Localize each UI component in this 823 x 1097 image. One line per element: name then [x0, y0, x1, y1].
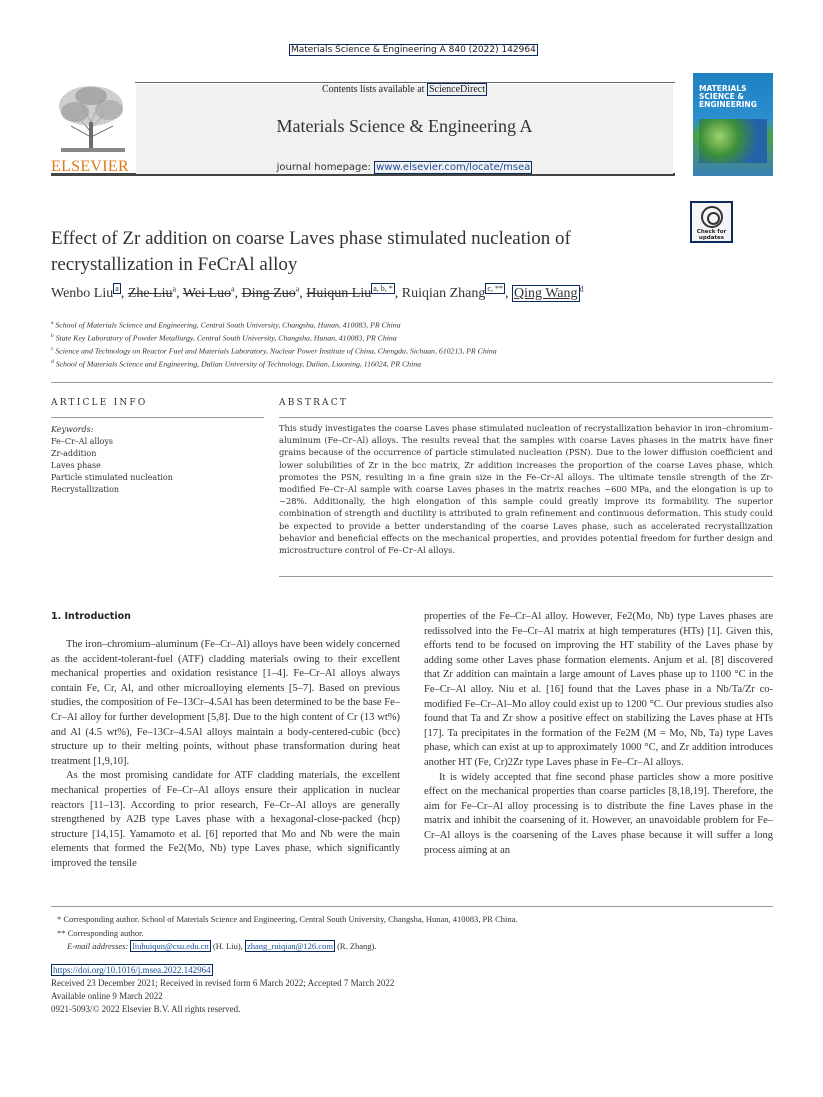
body-column-left — [51, 638, 400, 872]
keyword-item: Recrystallization — [51, 485, 120, 494]
publication-info — [51, 964, 773, 1016]
affiliation-text: School of Materials Science and Engineering, Dalian University of Technology, Dalian, Liaoning, 116024, PR China — [55, 359, 422, 369]
affiliations — [51, 318, 771, 370]
abstract-text: This study investigates the coarse Laves phase stimulated nucleation of recrystallization behavior in iron–chromium–aluminum (Fe–Cr–Al) alloys. The results reveal that the samples with coarse Laves phases in the matrix have finer grains because of the occurrence of particle stimulated nucleation (PSN). Due to the lower diffusion coefficient and lower solubilities of Zr in the bcc matrix, Zr addition increases the proportion of the coarse Laves phase, which promotes the PSN, resulting in a fine grain size in the Fe–Cr–Al alloys. The ultimate tensile strength of the Zr-modified Fe–Cr–Al sample with coarse Laves phases in the matrix reaches ~600 MPa, and the elongation is up to ~28%. Additionally, the high elongation of this sample could greatly improve its formability. The superior combination of strength and ductility is attributed to grain refinement and continuous deformation. This study could be expected to provide a better understanding of the coarse Laves phase, such as accelerated recrystallization behavior and beneficial effects on the mechanical properties, and provides potential freedom for further design and microstructure control of Fe–Cr–Al alloys. — [279, 423, 773, 556]
doi-link[interactable]: https://doi.org/10.1016/j.msea.2022.142964 — [53, 965, 211, 975]
paragraph: As the most promising candidate for ATF cladding materials, the excellent mechanical properties of Fe–Cr–Al alloys ensure their application in nuclear reactors [11–13]. According to prior research, Fe–Cr–Al alloys are generally strengthened by A2B type Laves phase with a hexagonal-close-packed (hcp) structure [14,15]. Yamamoto et al. [6] reported that Mo and Nb were the main elements that formed the Fe2(Mo, Nb) type Laves phase, which significantly improved the tensile — [51, 770, 400, 869]
cover-micrograph — [699, 119, 767, 163]
homepage-prefix: journal homepage: — [276, 162, 371, 173]
author-affiliation-link[interactable]: a — [231, 284, 235, 294]
check-for-updates-button[interactable] — [690, 201, 733, 243]
keyword-item: Fe–Cr–Al alloys — [51, 437, 113, 446]
email-owner: (H. Liu), — [212, 941, 243, 951]
author-name[interactable]: Huiqun Liu — [306, 286, 372, 301]
keywords-block — [51, 424, 264, 496]
email-label: E-mail addresses: — [67, 941, 129, 951]
divider — [279, 576, 773, 577]
author-name[interactable]: Ding Zuo — [241, 286, 296, 301]
journal-reference-link[interactable]: Materials Science & Engineering A 840 (2022) 142964 — [291, 45, 536, 55]
affiliation-marker: c — [51, 346, 54, 353]
copyright: 0921-5093/© 2022 Elsevier B.V. All rights reserved. — [51, 1004, 241, 1014]
affiliation-item — [51, 318, 771, 331]
author-name[interactable]: Wei Luo — [182, 286, 232, 301]
homepage-line — [136, 162, 673, 173]
check-updates-label: Check for updates — [696, 229, 727, 241]
received-dates: Received 23 December 2021; Received in revised form 6 March 2022; Accepted 7 March 2022 — [51, 978, 395, 988]
author-affiliation-link[interactable]: a — [295, 284, 300, 294]
article-info-heading: ARTICLE INFO — [51, 398, 148, 408]
email-line — [51, 940, 773, 954]
email-link[interactable]: zhang_ruiqian@126.com — [246, 941, 333, 951]
author-affiliation-link[interactable]: a — [172, 284, 177, 294]
abstract-heading: ABSTRACT — [279, 398, 349, 408]
journal-homepage-link[interactable]: www.elsevier.com/locate/msea — [376, 162, 531, 173]
keyword-item: Zr-addition — [51, 449, 97, 458]
divider — [51, 417, 264, 418]
affiliation-item — [51, 344, 771, 357]
elsevier-logo — [51, 82, 135, 176]
affiliation-marker: b — [51, 333, 54, 340]
paper-title: Effect of Zr addition on coarse Laves phase stimulated nucleation of recrystallization in FeCrAl alloy — [51, 228, 571, 275]
divider — [51, 382, 773, 383]
divider — [279, 417, 773, 418]
author-list: Wenbo Liu $^a$ , Zhe Liu$^a$, Wei Luo$^a$, Ding Zuo$^a$, Huiqun Liu $^{a, b, *}$ , Ruiqian Zhang $^{c, **}$ , Qing Wang $^d$ — [51, 284, 584, 301]
keywords-label: Keywords: — [51, 425, 94, 434]
keyword-item: Particle stimulated nucleation — [51, 473, 173, 482]
paragraph: It is widely accepted that fine second phase particles show a more positive effect on the mechanical properties than coarse particles [8,18,19]. Therefore, the aim for Fe–Cr–Al alloy processing is to distribute the fine Laves phase in the matrix and inhibit the coarsening of it. However, an unavoidable problem for Fe–Cr–Al alloys is the coarsening of the Laves phase because it will suffer a long process aiming at an — [424, 771, 773, 856]
elsevier-tree-icon — [51, 82, 135, 154]
affiliation-item — [51, 357, 771, 370]
section-heading: 1. Introduction — [51, 611, 131, 622]
body-column-right — [424, 610, 773, 858]
contents-line — [136, 84, 673, 95]
affiliation-text: State Key Laboratory of Powder Metallurgy, Central South University, Changsha, Hunan, 410083, PR China — [55, 333, 397, 343]
journal-cover-image — [693, 73, 773, 176]
affiliation-text: Science and Technology on Reactor Fuel and Materials Laboratory, Nuclear Power Institute of China, Chengdu, Sichuan, 610213, PR China — [55, 346, 497, 356]
corresponding-author-note: * Corresponding author. School of Materials Science and Engineering, Central South University, Changsha, Hunan, 410083, PR China. — [57, 914, 518, 924]
author-affiliation-link[interactable]: a, b, * — [373, 284, 393, 294]
publisher-name: ELSEVIER — [51, 158, 129, 175]
affiliation-marker: a — [51, 320, 54, 326]
sciencedirect-link[interactable]: ScienceDirect — [428, 84, 486, 95]
author-name: Ruiqian Zhang — [401, 286, 486, 301]
paragraph: The iron–chromium–aluminum (Fe–Cr–Al) alloys have been widely concerned as the accident-tolerant-fuel (ATF) cladding materials owing to their excellent mechanical properties and oxidation resistance [1–4]. Fe–Cr–Al alloys always contain Fe, Cr, Al, and other microalloying elements [5–7]. Based on previous studies, the composition of Fe–13Cr–4.5Al has been determined to be the base Fe–Cr–Al alloy for further development [5,8]. Due to the high content of Cr (13 wt%) and Al (4.5 wt%), Fe–13Cr–4.5Al alloys maintain a body-centered-cubic (bcc) structure up to their melting points, without phase transformation during heat treatment [1,9,10]. — [51, 639, 400, 767]
check-updates-icon — [701, 206, 723, 228]
email-link[interactable]: liuhuiqun@csu.edu.cn — [132, 941, 209, 951]
author-name: Wenbo Liu — [51, 286, 114, 301]
corresponding-author-note: ** Corresponding author. — [57, 927, 144, 938]
divider — [51, 906, 773, 907]
footnotes — [51, 913, 773, 954]
paragraph: properties of the Fe–Cr–Al alloy. However, Fe2(Mo, Nb) type Laves phases are redissolved into the Fe–Cr–Al matrix at high temperatures (HTs) [1]. Given this, efforts tend to be focused on improving the HT stability of the Laves phase by adding some other Laves phase formation elements. Anjum et al. [8] discovered that Zr addition can maintain a large amount of Laves phase up to 1100 °C in the Fe–Cr–Al alloy. Niu et al. [16] found that the Laves phase in a Nb/Ta/Zr co-modified Fe–Cr–Al–Mo alloy could exist up to 1200 °C. Our previous studies also found that Ta and Zr show a positive effect on stabilizing the Laves phase at HTs [17]. Ta precipitates in the formation of the Fe2M (M = Mo, Nb, Ta) type Laves phase, which can exist at up to approximately 1000 °C, and Zr addition introduces another HT (Fe, Cr)2Zr type Laves phase in Fe–Cr–Al alloys. — [424, 611, 773, 768]
cover-title: MATERIALS SCIENCE & ENGINEERING — [699, 84, 757, 109]
author-name[interactable]: Zhe Liu — [127, 286, 173, 301]
email-owner: (R. Zhang). — [337, 941, 377, 951]
keyword-item: Laves phase — [51, 461, 101, 470]
author-name[interactable]: Qing Wang — [513, 286, 578, 301]
contents-prefix: Contents lists available at — [321, 84, 425, 95]
author-affiliation-link[interactable]: a — [115, 284, 119, 294]
affiliation-item — [51, 331, 771, 344]
author-affiliation-link[interactable]: c, ** — [487, 284, 503, 294]
affiliation-text: School of Materials Science and Engineering, Central South University, Changsha, Hunan, 410083, PR China — [55, 320, 401, 330]
affiliation-marker: d — [51, 359, 54, 366]
author-affiliation-link[interactable]: d — [579, 284, 584, 294]
journal-title: Materials Science & Engineering A — [276, 116, 533, 136]
available-online: Available online 9 March 2022 — [51, 991, 163, 1001]
